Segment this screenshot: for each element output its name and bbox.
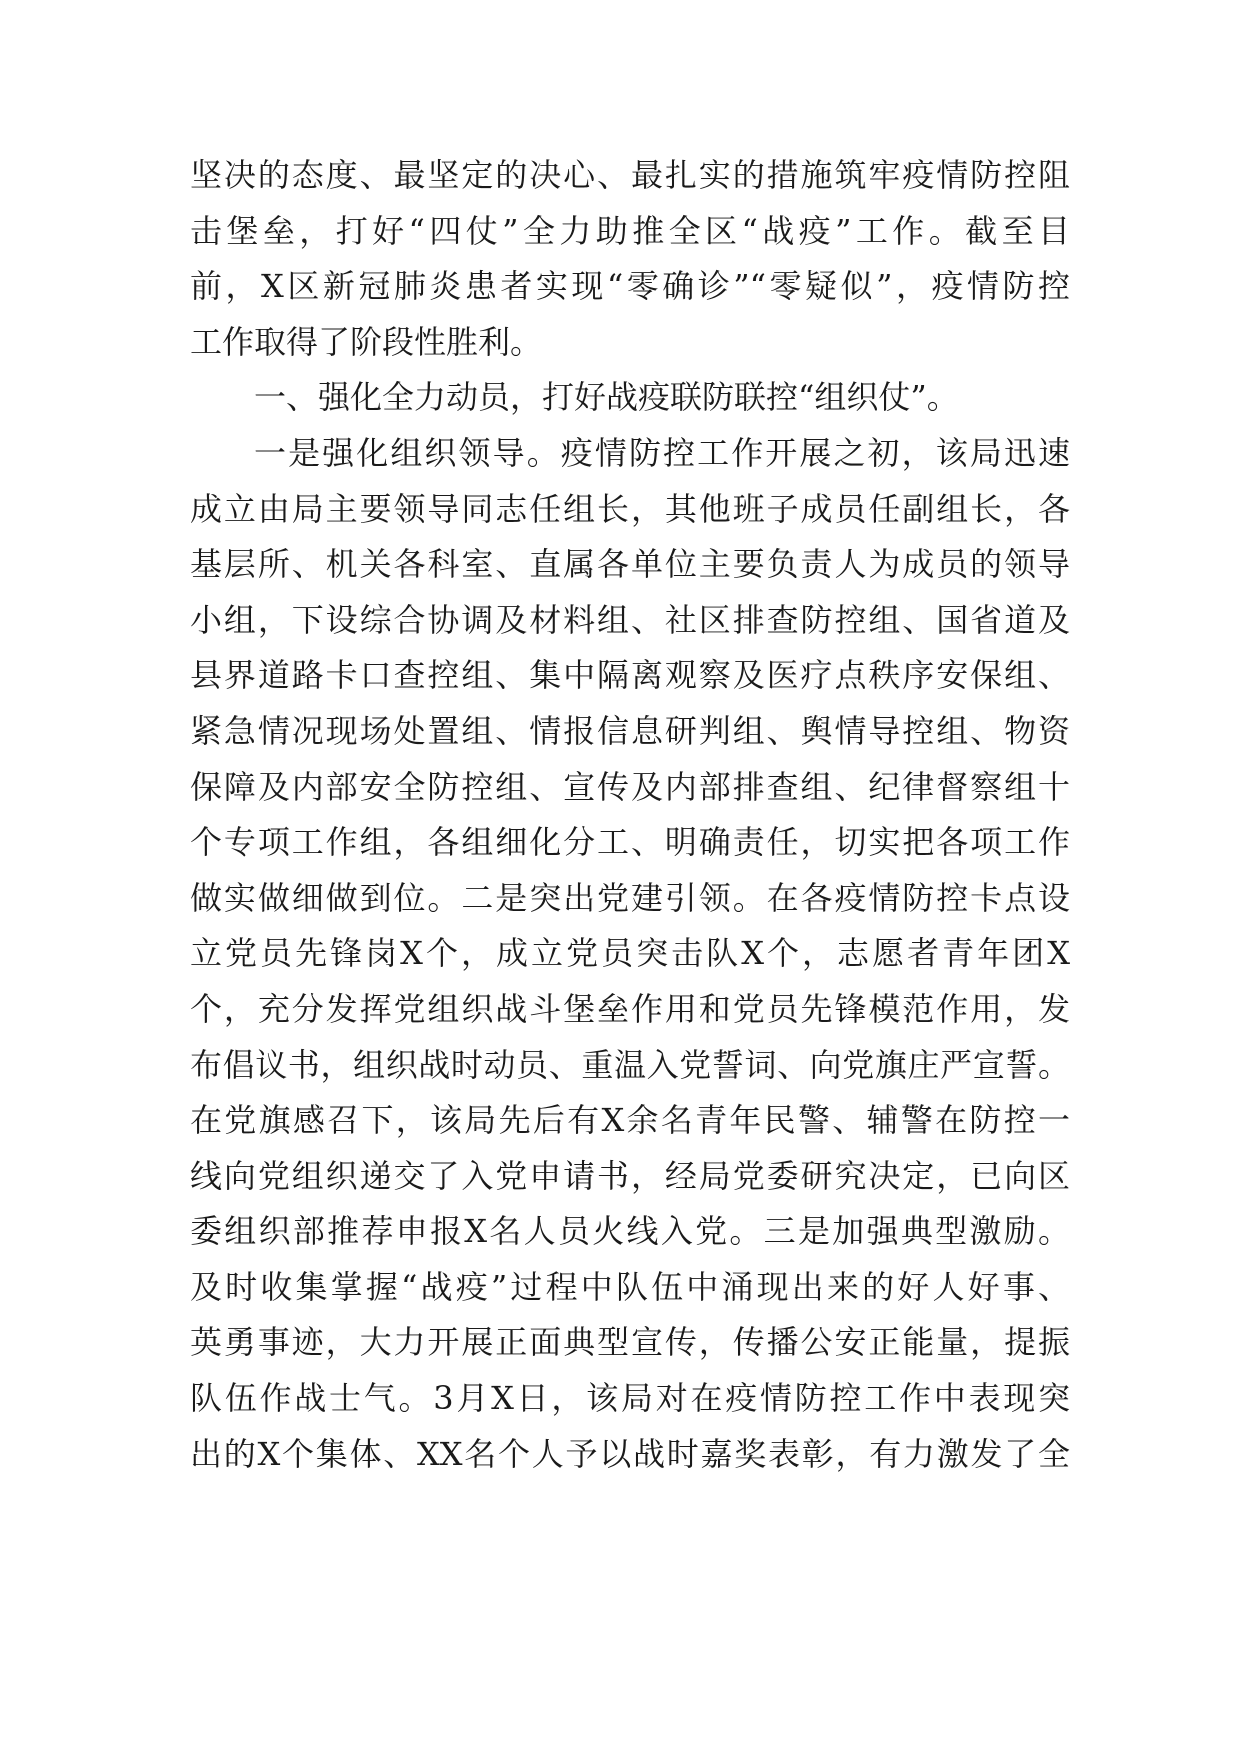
text-line: 县界道路卡口查控组、集中隔离观察及医疗点秩序安保组、 [190, 656, 1070, 695]
text-line: 做实做细做到位。二是突出党建引领。在各疫情防控卡点设 [190, 878, 1070, 917]
text-line: 基层所、机关各科室、直属各单位主要负责人为成员的领导 [190, 545, 1070, 584]
text-line: 前，X区新冠肺炎患者实现“零确诊”“零疑似”，疫情防控 [190, 267, 1070, 306]
text-line: 委组织部推荐申报X名人员火线入党。三是加强典型激励。 [190, 1212, 1070, 1251]
text-line: 保障及内部安全防控组、宣传及内部排查组、纪律督察组十 [190, 767, 1070, 806]
text-line: 击堡垒，打好“四仗”全力助推全区“战疫”工作。截至目 [190, 211, 1070, 250]
text-line: 成立由局主要领导同志任组长，其他班子成员任副组长，各 [190, 489, 1070, 528]
text-line: 出的X个集体、XX名个人予以战时嘉奖表彰，有力激发了全 [190, 1434, 1070, 1473]
text-line: 个，充分发挥党组织战斗堡垒作用和党员先锋模范作用，发 [190, 989, 1070, 1028]
text-line: 立党员先锋岗X个，成立党员突击队X个，志愿者青年团X [190, 934, 1070, 973]
text-line: 坚决的态度、最坚定的决心、最扎实的措施筑牢疫情防控阻 [190, 156, 1070, 194]
text-line: 一是强化组织领导。疫情防控工作开展之初，该局迅速 [254, 433, 1070, 472]
text-line: 线向党组织递交了入党申请书，经局党委研究决定，已向区 [190, 1156, 1070, 1195]
body-text [190, 148, 1070, 1482]
text-line: 紧急情况现场处置组、情报信息研判组、舆情导控组、物资 [190, 711, 1070, 750]
text-line: 在党旗感召下，该局先后有X余名青年民警、辅警在防控一 [190, 1101, 1070, 1140]
text-line: 及时收集掌握“战疫”过程中队伍中涌现出来的好人好事、 [190, 1267, 1070, 1306]
text-line: 英勇事迹，大力开展正面典型宣传，传播公安正能量，提振 [190, 1323, 1070, 1362]
section-heading: 一、强化全力动员，打好战疫联防联控“组织仗”。 [254, 378, 959, 417]
text-line: 布倡议书，组织战时动员、重温入党誓词、向党旗庄严宣誓。 [190, 1045, 1070, 1084]
text-line: 个专项工作组，各组细化分工、明确责任，切实把各项工作 [190, 823, 1070, 862]
text-line: 队伍作战士气。3月X日，该局对在疫情防控工作中表现突 [190, 1379, 1070, 1418]
text-line: 工作取得了阶段性胜利。 [190, 322, 543, 361]
text-line: 小组，下设综合协调及材料组、社区排查防控组、国省道及 [190, 600, 1070, 639]
